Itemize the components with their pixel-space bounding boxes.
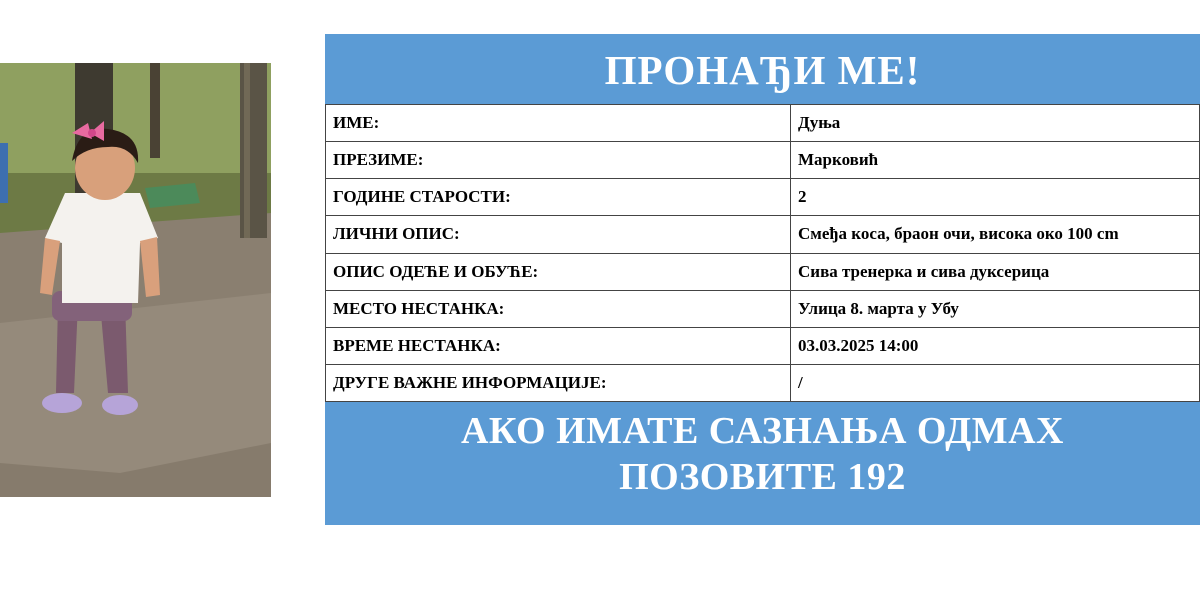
row-label: ВРЕМЕ НЕСТАНКА: bbox=[326, 327, 791, 364]
table-row-age bbox=[326, 179, 1200, 216]
row-value: Улица 8. марта у Убу bbox=[791, 290, 1200, 327]
row-value: 2 bbox=[791, 179, 1200, 216]
row-value: 03.03.2025 14:00 bbox=[791, 327, 1200, 364]
table-row-name bbox=[326, 105, 1200, 142]
row-value: Марковић bbox=[791, 142, 1200, 179]
row-label: ИМЕ: bbox=[326, 105, 791, 142]
row-label: ПРЕЗИМЕ: bbox=[326, 142, 791, 179]
child-photo bbox=[0, 63, 271, 497]
row-label: ОПИС ОДЕЋЕ И ОБУЋЕ: bbox=[326, 253, 791, 290]
call-line-2: ПОЗОВИТЕ 192 bbox=[619, 456, 906, 498]
row-label: ГОДИНЕ СТАРОСТИ: bbox=[326, 179, 791, 216]
call-line-1: АКО ИМАТЕ САЗНАЊА ОДМАХ bbox=[460, 410, 1064, 452]
call-to-action bbox=[325, 408, 1200, 523]
table-row-time bbox=[326, 327, 1200, 364]
table-row-description bbox=[326, 216, 1200, 253]
row-value: / bbox=[791, 364, 1200, 401]
row-label: МЕСТО НЕСТАНКА: bbox=[326, 290, 791, 327]
row-value: Сива тренерка и сива дуксерица bbox=[791, 253, 1200, 290]
table-row-location bbox=[326, 290, 1200, 327]
table-row-clothing bbox=[326, 253, 1200, 290]
row-label: ЛИЧНИ ОПИС: bbox=[326, 216, 791, 253]
row-value: Смеђа коса, браон очи, висока око 100 cm bbox=[791, 216, 1200, 253]
row-label: ДРУГЕ ВАЖНЕ ИНФОРМАЦИЈЕ: bbox=[326, 364, 791, 401]
info-table bbox=[325, 104, 1200, 402]
table-row-other-info bbox=[326, 364, 1200, 401]
missing-person-poster bbox=[325, 34, 1200, 525]
poster-title: ПРОНАЂИ МЕ! bbox=[604, 47, 921, 93]
table-row-surname bbox=[326, 142, 1200, 179]
row-value: Дуња bbox=[791, 105, 1200, 142]
